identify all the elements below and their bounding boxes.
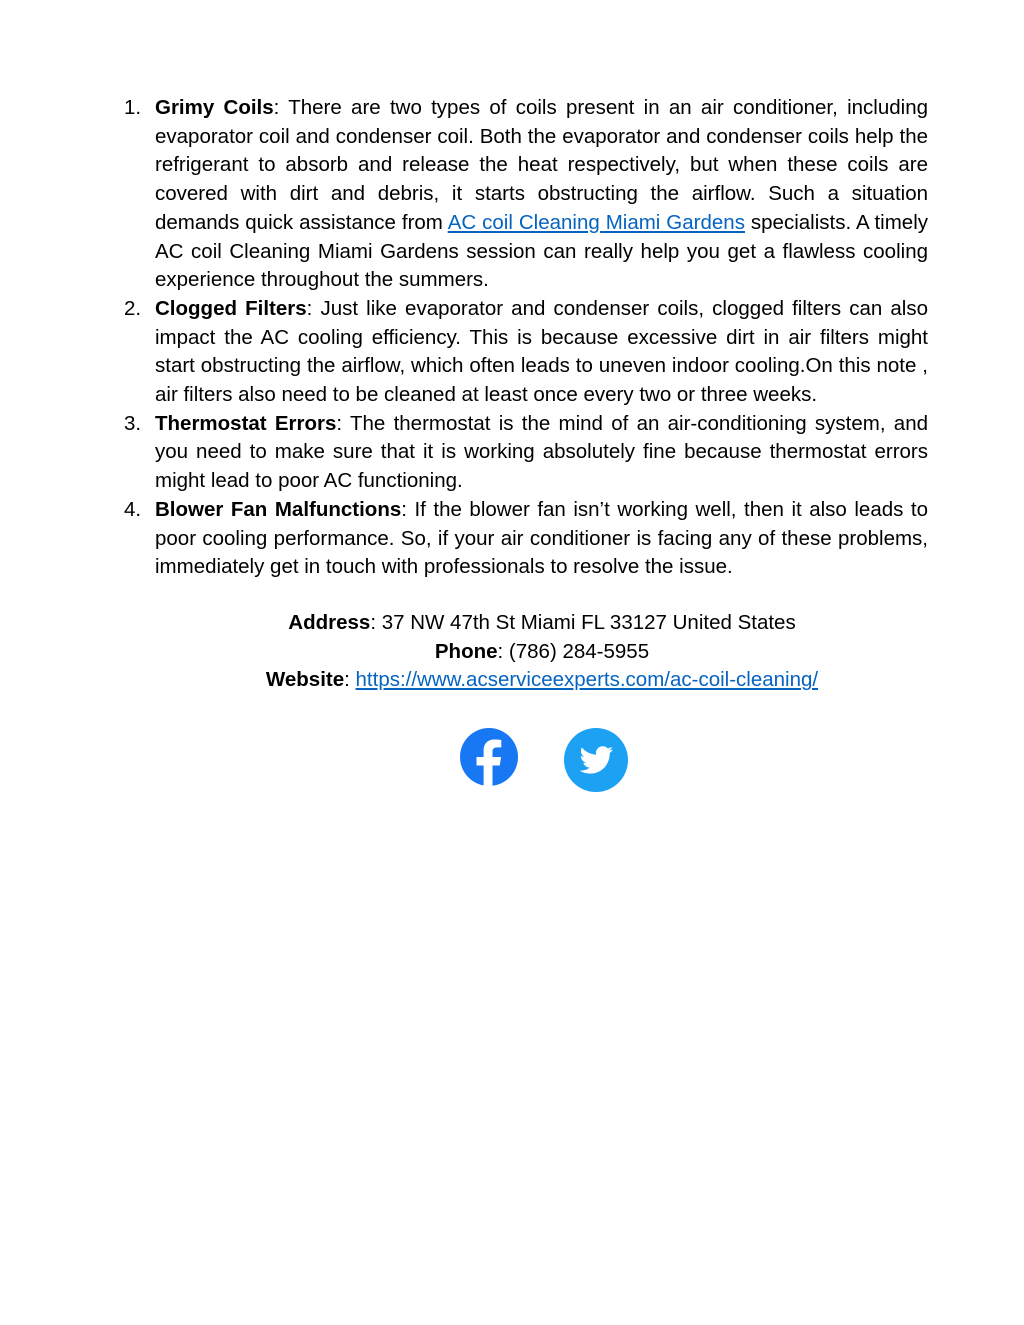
item-term: Clogged Filters bbox=[155, 296, 307, 320]
list-number: 2. bbox=[124, 296, 142, 320]
item-text: : There are two types of coils present in an air conditioner, including evaporator coil and condenser coil. Both the evaporator and condenser coils help the refrigerant to absorb and release the heat respectively, but when these coils are covered with dirt and debris, it starts obstructing the airflow. Such a situation demands quick assistance from bbox=[155, 96, 929, 234]
address-label: Address bbox=[288, 611, 371, 634]
twitter-icon[interactable] bbox=[563, 727, 629, 793]
website-link[interactable]: https://www.acserviceexperts.com/ac-coil-cleaning/ bbox=[355, 668, 819, 692]
website-label: Website bbox=[265, 668, 345, 692]
item-text-after: specialists. A timely AC coil Cleaning Miami Gardens session can really help you get a flawless cooling experience throughout the summers. bbox=[155, 210, 928, 292]
item-term: Grimy Coils bbox=[155, 96, 274, 119]
list-item bbox=[120, 295, 928, 410]
ac-coil-cleaning-link[interactable]: AC coil Cleaning Miami Gardens bbox=[447, 210, 745, 234]
website-separator: : bbox=[344, 668, 356, 692]
facebook-icon[interactable] bbox=[459, 727, 519, 787]
list-number: 3. bbox=[124, 411, 142, 435]
list-number: 1. bbox=[124, 96, 142, 119]
phone-line bbox=[0, 638, 1024, 667]
list-item bbox=[120, 94, 928, 295]
problems-list bbox=[120, 94, 928, 582]
item-term: Thermostat Errors bbox=[155, 411, 337, 435]
item-term: Blower Fan Malfunctions bbox=[155, 497, 402, 521]
list-number: 4. bbox=[124, 497, 142, 521]
item-text: : If the blower fan isn’t working well, then it also leads to poor cooling performance. So, if your air conditioner is facing any of these problems, immediately get in touch with professionals to resolve the issue. bbox=[155, 497, 928, 579]
item-text: : The thermostat is the mind of an air-conditioning system, and you need to make sure that it is working absolutely fine because thermostat errors might lead to poor AC functioning. bbox=[155, 411, 928, 493]
list-item bbox=[120, 496, 928, 582]
contact-block bbox=[0, 609, 1024, 695]
list-item bbox=[120, 410, 928, 496]
address-value: : 37 NW 47th St Miami FL 33127 United States bbox=[370, 611, 796, 634]
item-text: : Just like evaporator and condenser coils, clogged filters can also impact the AC cooling efficiency. This is because excessive dirt in air filters might start obstructing the airflow, which often leads to uneven indoor cooling.On this note , air filters also need to be cleaned at least once every two or three weeks. bbox=[155, 296, 928, 407]
address-line bbox=[0, 609, 1024, 638]
phone-value: : (786) 284-5955 bbox=[497, 639, 650, 663]
website-line bbox=[0, 666, 1024, 695]
phone-label: Phone bbox=[434, 639, 498, 663]
